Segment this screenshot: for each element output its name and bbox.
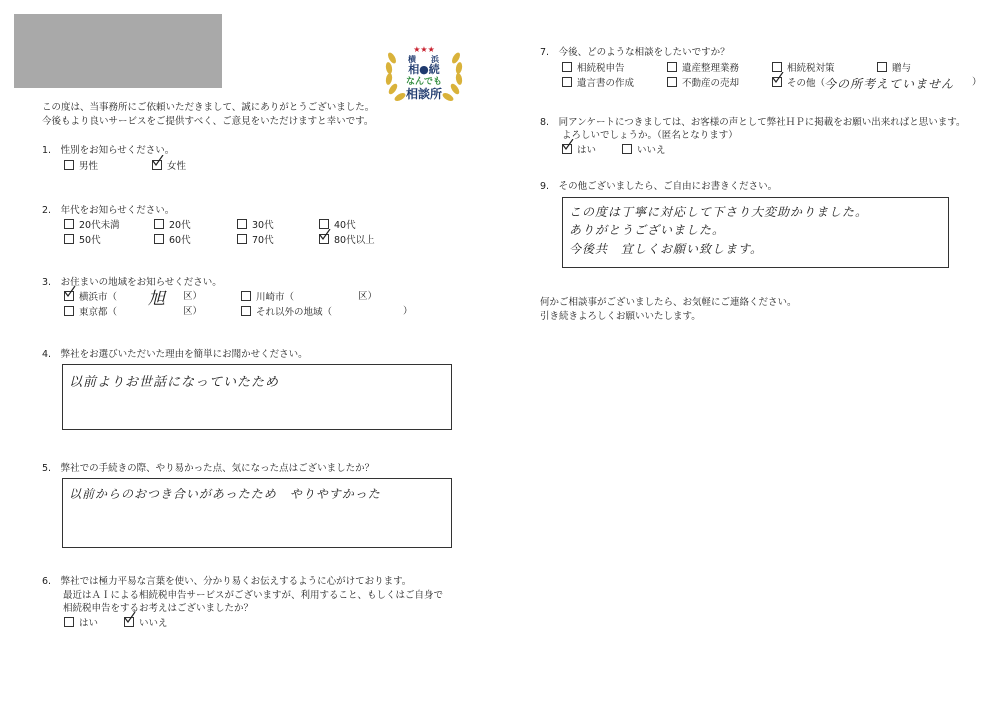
q5-label: 5. 弊社での手続きの際、やり易かった点、気になった点はございましたか？ (42, 463, 375, 474)
q3-ku-close-1: 区） (183, 291, 203, 302)
option-label: 30代 (252, 220, 274, 231)
q7-option-real-estate[interactable] (667, 77, 739, 90)
q8-option-yes[interactable] (562, 144, 596, 157)
q6-line3: 相続税申告をするお考えはございましたか？ (63, 603, 254, 614)
checkbox[interactable] (319, 219, 329, 229)
q7-option-will[interactable] (562, 77, 634, 90)
q7-option-gift[interactable] (877, 62, 911, 75)
logo-top-left: 横 (408, 55, 416, 64)
q7-other-close: ） (972, 77, 982, 88)
option-label: 遺言書の作成 (577, 78, 635, 89)
q1-option-female[interactable] (152, 160, 186, 173)
checkbox[interactable] (64, 160, 74, 170)
q4-answer-handwritten: 以前よりお世話になっていたため (69, 375, 280, 390)
checkbox[interactable] (154, 219, 164, 229)
checkbox-checked[interactable] (562, 144, 572, 154)
checkbox[interactable] (667, 62, 677, 72)
checkbox[interactable] (877, 62, 887, 72)
q3-label: 3. お住まいの地域をお知らせください。 (42, 277, 222, 288)
option-label: 相続税対策 (787, 63, 835, 74)
q2-option-50s[interactable] (64, 234, 101, 247)
option-label: 横浜市（ (79, 292, 118, 303)
option-label: 50代 (79, 235, 101, 246)
q9-answer-line3: 今後共 宜しくお願い致します。 (569, 242, 764, 256)
checkbox[interactable] (562, 77, 572, 87)
option-label: その他（ (787, 78, 826, 89)
q2-option-80plus[interactable] (319, 234, 375, 247)
q7-option-other[interactable] (772, 77, 825, 90)
checkbox-checked[interactable] (124, 617, 134, 627)
checkbox[interactable] (237, 234, 247, 244)
option-label: 相続税申告 (577, 63, 625, 74)
checkbox[interactable] (562, 62, 572, 72)
q6-option-no[interactable] (124, 617, 168, 630)
checkmark-icon (562, 139, 574, 151)
q3-option-tokyo[interactable] (64, 306, 117, 319)
q9-answer-box[interactable] (562, 197, 949, 268)
q2-option-70s[interactable] (237, 234, 274, 247)
q4-label: 4. 弊社をお選びいただいた理由を簡単にお聞かせください。 (42, 349, 308, 360)
option-label: 川崎市（ (256, 292, 295, 303)
option-label: 不動産の売却 (682, 78, 740, 89)
option-label: 贈与 (892, 63, 912, 74)
option-label: 遺産整理業務 (682, 63, 740, 74)
checkbox[interactable] (64, 617, 74, 627)
checkbox[interactable] (241, 306, 251, 316)
q8-line2: よろしいでしょうか。（匿名となります） (562, 130, 738, 141)
intro-line2: 今後もより良いサービスをご提供すべく、ご意見をいただけますと幸いです。 (42, 116, 374, 127)
q3-ward-handwritten: 旭 (148, 289, 166, 309)
option-label: 女性 (167, 161, 187, 172)
redacted-name-block (14, 14, 222, 88)
option-label: 80代以上 (334, 235, 375, 246)
company-logo (384, 44, 464, 106)
checkmark-icon (124, 612, 136, 624)
q6-line1: 6. 弊社では極力平易な言葉を使い、分かり易くお伝えするように心がけております。 (42, 576, 412, 587)
checkmark-icon (319, 229, 331, 241)
logo-line3: 相談所 (405, 87, 442, 101)
q3-option-other[interactable] (241, 306, 332, 319)
option-label: はい (79, 618, 99, 629)
option-label: 60代 (169, 235, 191, 246)
checkbox[interactable] (64, 306, 74, 316)
option-label: 20代未満 (79, 220, 120, 231)
q7-label: 7. 今後、どのような相談をしたいですか？ (540, 47, 730, 58)
closing-line2: 引き続きよろしくお願いいたします。 (540, 311, 701, 322)
checkmark-icon (152, 155, 164, 167)
q3-option-kawasaki[interactable] (241, 291, 294, 304)
checkbox[interactable] (64, 234, 74, 244)
logo-line2: なんでも (405, 77, 442, 87)
option-label: それ以外の地域（ (256, 307, 333, 318)
logo-line1: 相●続 (408, 63, 440, 76)
option-label: 40代 (334, 220, 356, 231)
checkbox-checked[interactable] (152, 160, 162, 170)
q3-ku-close-2: 区） (358, 291, 378, 302)
checkbox[interactable] (241, 291, 251, 301)
q3-option-yokohama[interactable] (64, 291, 117, 304)
checkmark-icon (64, 286, 76, 298)
checkbox-checked[interactable] (772, 77, 782, 87)
q1-label: 1. 性別をお知らせください。 (42, 145, 175, 156)
q1-option-male[interactable] (64, 160, 98, 173)
checkbox[interactable] (667, 77, 677, 87)
q8-line1: 8. 同アンケートにつきましては、お客様の声として弊社ＨＰに掲載をお願い出来ればと思います。 (540, 117, 966, 128)
checkmark-icon (772, 72, 784, 84)
q7-other-handwritten: 今の所考えていません (824, 77, 955, 91)
q2-option-60s[interactable] (154, 234, 191, 247)
option-label: いいえ (139, 618, 168, 629)
logo-top-right: 浜 (431, 55, 439, 64)
q2-option-under20[interactable] (64, 219, 120, 232)
checkbox[interactable] (64, 219, 74, 229)
logo-stars: ★★★ (413, 45, 435, 54)
option-label: 男性 (79, 161, 99, 172)
checkbox[interactable] (237, 219, 247, 229)
q9-answer-line2: ありがとうございました。 (569, 223, 726, 237)
option-label: 70代 (252, 235, 274, 246)
option-label: 東京都（ (79, 307, 118, 318)
intro-line1: この度は、当事務所にご依頼いただきまして、誠にありがとうございました。 (42, 102, 375, 113)
q9-answer-line1: この度は丁寧に対応して下さり大変助かりました。 (569, 205, 869, 219)
option-label: 20代 (169, 220, 191, 231)
q7-option-tax-return[interactable] (562, 62, 625, 75)
q2-label: 2. 年代をお知らせください。 (42, 205, 175, 216)
checkbox[interactable] (772, 62, 782, 72)
q9-label: 9. その他ございましたら、ご自由にお書きください。 (540, 181, 778, 192)
checkbox[interactable] (154, 234, 164, 244)
q2-option-30s[interactable] (237, 219, 274, 232)
q8-option-no[interactable] (622, 144, 666, 157)
q6-line2: 最近はＡＩによる相続税申告サービスがございますが、利用すること、もしくはご自身で (63, 590, 444, 601)
q6-option-yes[interactable] (64, 617, 98, 630)
checkbox-checked[interactable] (319, 234, 329, 244)
q5-answer-box[interactable] (62, 478, 452, 548)
q3-other-close: ） (403, 306, 413, 317)
q2-option-20s[interactable] (154, 219, 191, 232)
checkbox[interactable] (622, 144, 632, 154)
option-label: はい (577, 145, 597, 156)
option-label: いいえ (637, 145, 666, 156)
q7-option-estate[interactable] (667, 62, 739, 75)
q5-answer-handwritten: 以前からのおつき合いがあったため やりやすかった (69, 487, 381, 501)
checkbox-checked[interactable] (64, 291, 74, 301)
closing-line1: 何かご相談事がございましたら、お気軽にご連絡ください。 (540, 297, 797, 308)
q4-answer-box[interactable] (62, 364, 452, 430)
q3-ku-close-3: 区） (183, 306, 203, 317)
